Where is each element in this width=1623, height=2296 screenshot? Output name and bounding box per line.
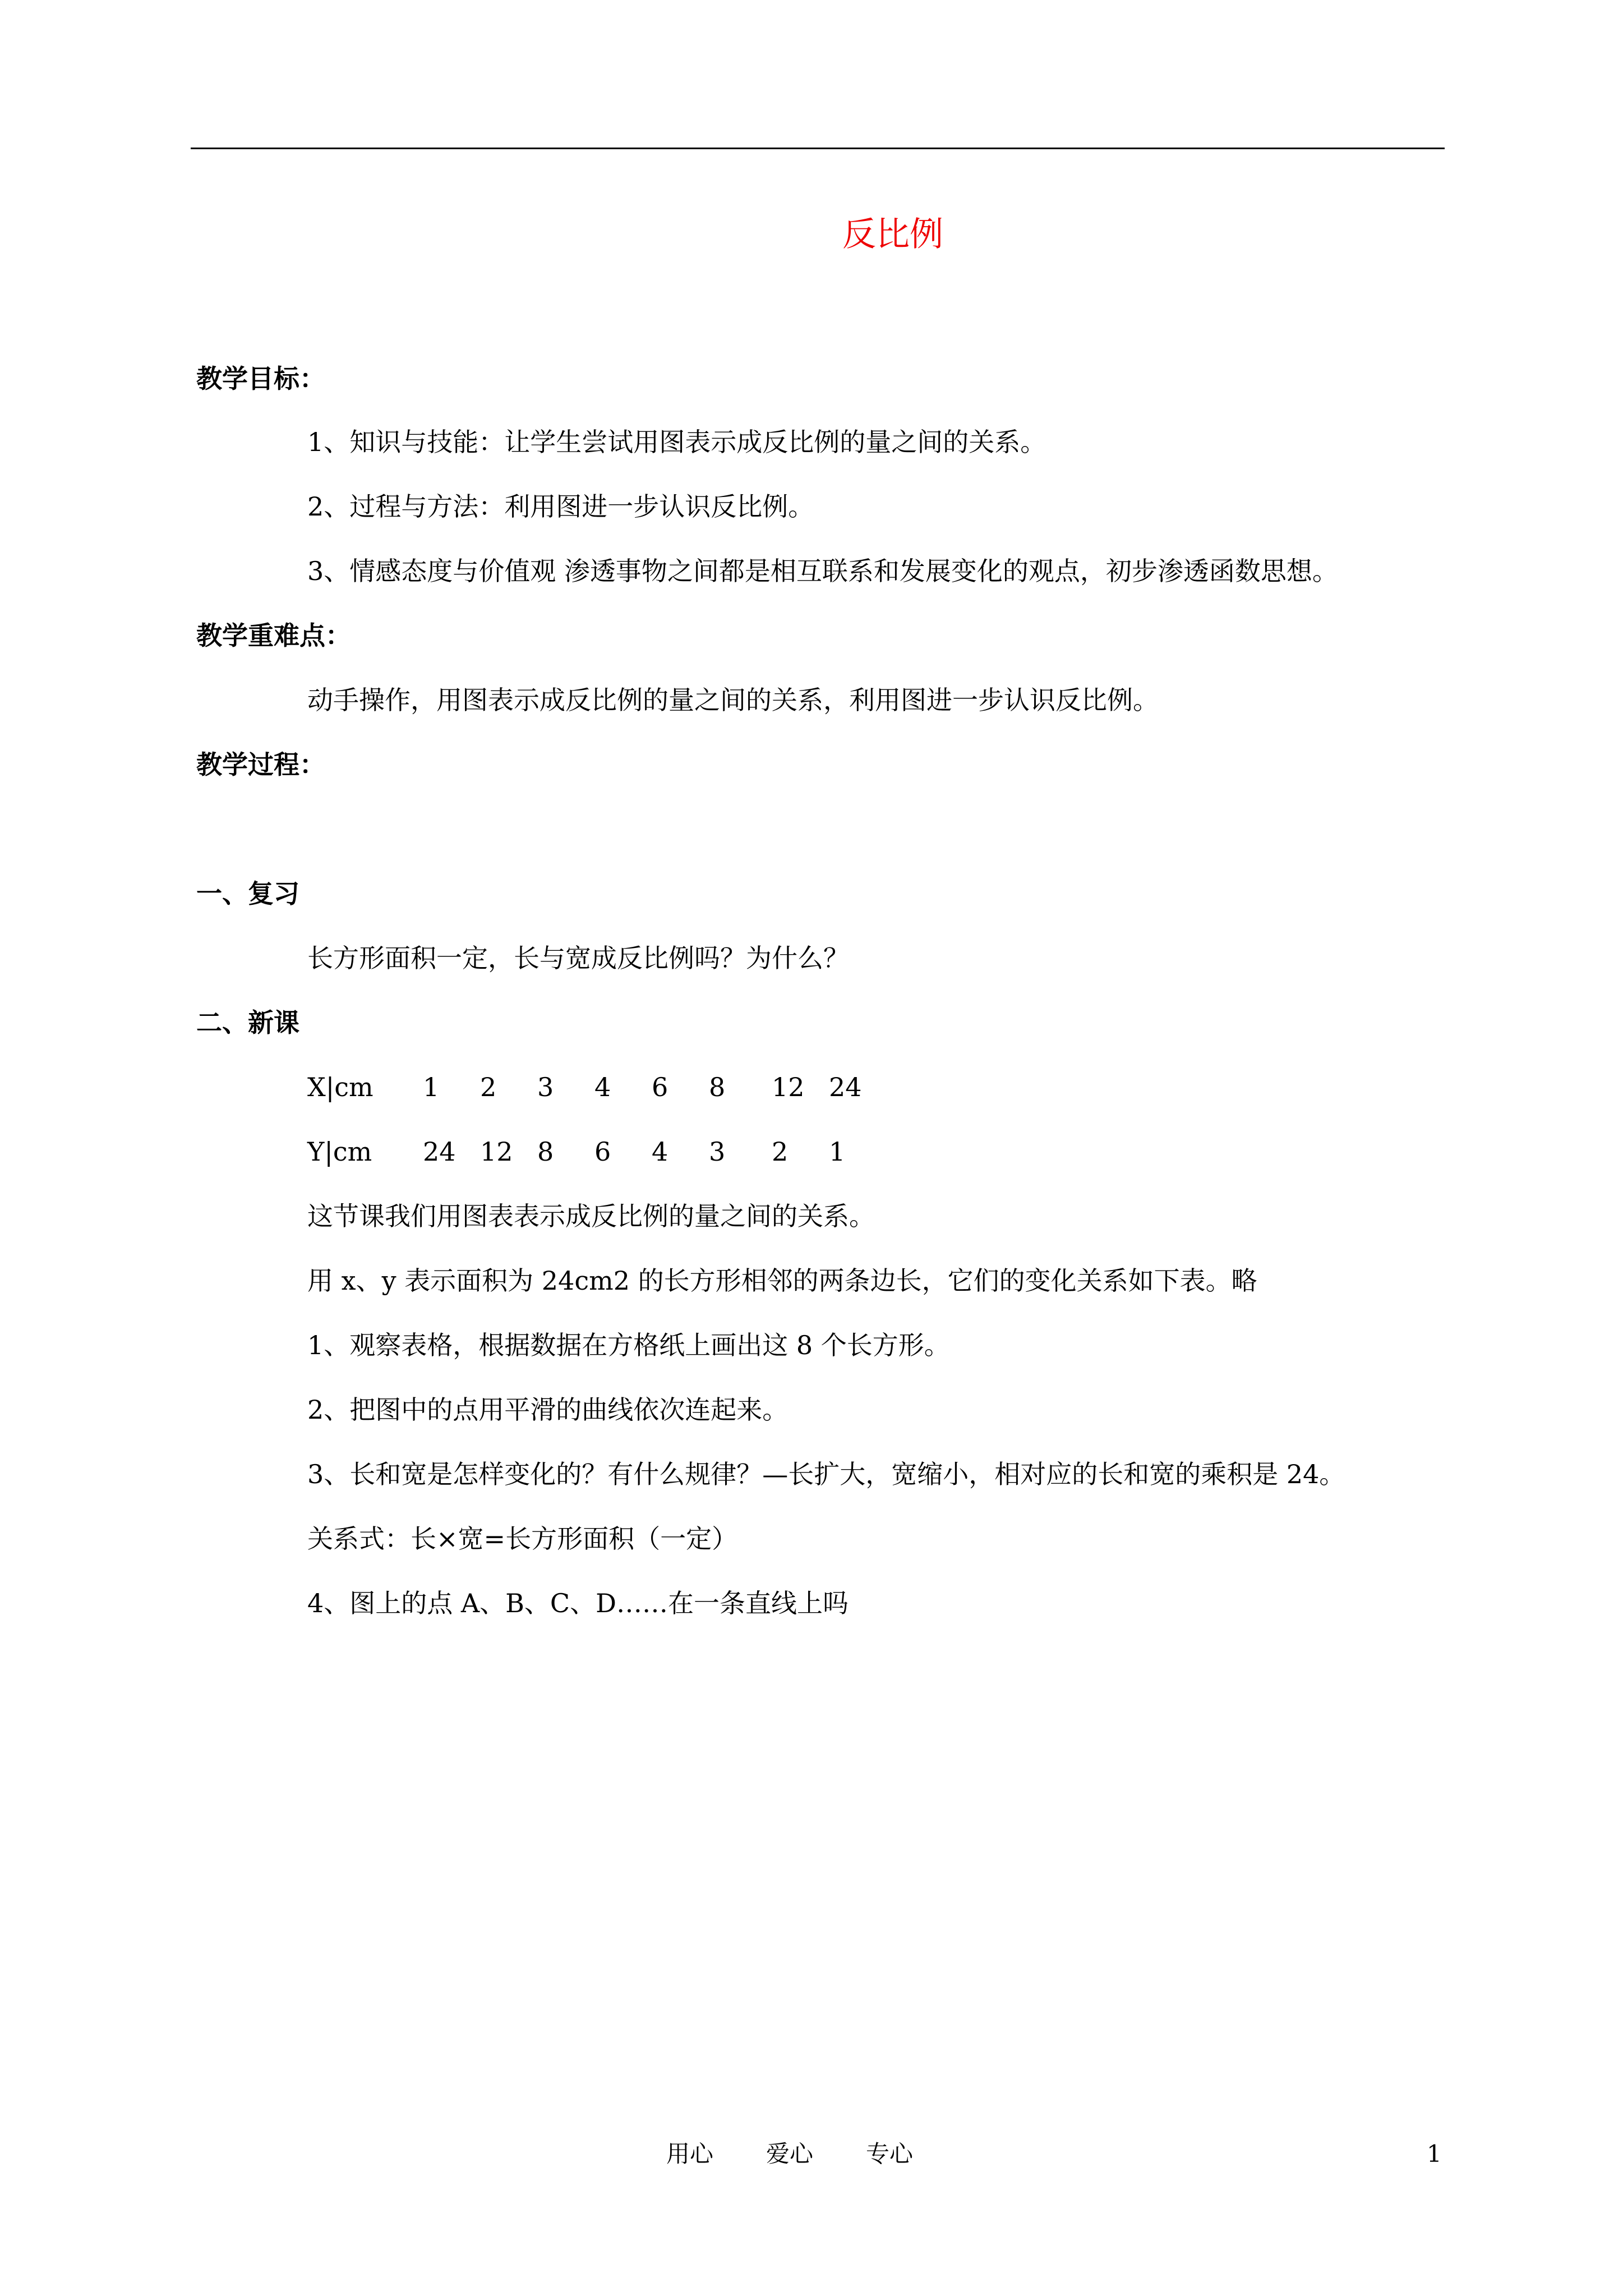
table-cell: 2 <box>480 1072 497 1102</box>
table-cell: 1 <box>829 1137 846 1167</box>
objective-item: 1、知识与技能：让学生尝试用图表示成反比例的量之间的关系。 <box>307 427 1046 457</box>
objectives-heading: 教学目标： <box>196 364 325 394</box>
footer-motto-item: 用心 <box>666 2140 714 2168</box>
new-lesson-line: 3、长和宽是怎样变化的？有什么规律？—长扩大，宽缩小，相对应的长和宽的乘积是 24。 <box>307 1459 1345 1489</box>
key-points-text: 动手操作，用图表示成反比例的量之间的关系，利用图进一步认识反比例。 <box>307 685 1159 715</box>
page-number: 1 <box>1427 2140 1442 2168</box>
key-points-heading: 教学重难点： <box>196 620 351 651</box>
table-cell: 24 <box>829 1072 862 1102</box>
header-rule <box>191 148 1445 149</box>
footer-motto-item: 专心 <box>866 2140 914 2168</box>
new-lesson-line: 2、把图中的点用平滑的曲线依次连起来。 <box>307 1395 789 1425</box>
table-cell: 12 <box>480 1137 513 1167</box>
new-lesson-line: 用 x、y 表示面积为 24cm2 的长方形相邻的两条边长，它们的变化关系如下表。略 <box>307 1266 1257 1296</box>
table-row-label: Y|cm <box>307 1137 372 1167</box>
table-cell: 24 <box>423 1137 456 1167</box>
table-cell: 4 <box>594 1072 611 1102</box>
table-cell: 4 <box>652 1137 668 1167</box>
review-text: 长方形面积一定，长与宽成反比例吗？为什么？ <box>307 943 849 973</box>
table-cell: 8 <box>709 1072 726 1102</box>
table-cell: 1 <box>423 1072 440 1102</box>
new-lesson-line: 关系式：长×宽=长方形面积（一定） <box>307 1524 738 1554</box>
table-cell: 12 <box>772 1072 805 1102</box>
table-row-label: X|cm <box>307 1072 374 1102</box>
document-title: 反比例 <box>842 215 943 254</box>
table-row-x <box>307 1070 924 1104</box>
table-row-y <box>307 1135 924 1168</box>
table-cell: 3 <box>709 1137 726 1167</box>
process-heading: 教学过程： <box>196 749 325 780</box>
objective-item: 2、过程与方法：利用图进一步认识反比例。 <box>307 491 814 522</box>
new-lesson-line: 1、观察表格，根据数据在方格纸上画出这 8 个长方形。 <box>307 1330 950 1360</box>
objective-item: 3、情感态度与价值观 渗透事物之间都是相互联系和发展变化的观点，初步渗透函数思想。 <box>307 556 1338 586</box>
new-lesson-heading: 二、新课 <box>196 1007 299 1038</box>
table-cell: 8 <box>537 1137 554 1167</box>
table-cell: 6 <box>594 1137 611 1167</box>
footer-motto-item: 爱心 <box>766 2140 814 2168</box>
new-lesson-line: 这节课我们用图表表示成反比例的量之间的关系。 <box>307 1201 875 1231</box>
table-cell: 2 <box>772 1137 789 1167</box>
table-cell: 3 <box>537 1072 554 1102</box>
review-heading: 一、复习 <box>196 878 299 909</box>
table-cell: 6 <box>652 1072 668 1102</box>
new-lesson-line: 4、图上的点 A、B、C、D……在一条直线上吗 <box>307 1588 849 1618</box>
